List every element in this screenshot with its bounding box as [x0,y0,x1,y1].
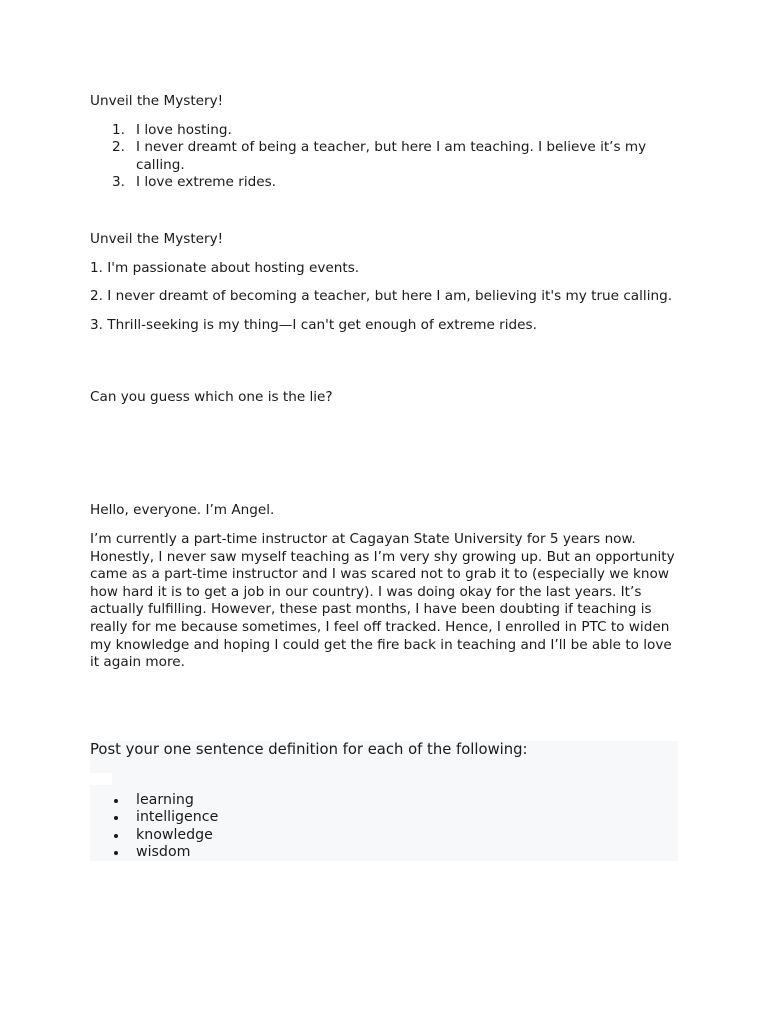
terms-list [90,792,678,861]
term-text: knowledge [136,826,213,843]
section-2-line: 2. I never dreamt of becoming a teacher, but here I am, believing it's my true calling. [90,288,673,305]
term-text: learning [136,792,194,808]
bullet-icon [114,816,118,820]
list-item [90,827,678,844]
list-item-text: I love hosting. [136,121,232,138]
bullet-icon [114,851,118,855]
section-1-heading: Unveil the Mystery! [90,93,224,109]
bullet-icon [114,799,118,803]
bullet-icon [114,834,118,838]
list-item-text: I love extreme rides. [136,174,276,191]
list-item-number: 1. [112,121,125,138]
list-item [90,792,678,809]
section-2-line: 1. I'm passionate about hosting events. [90,259,360,276]
prompt-text: Post your one sentence definition for each of the following: [90,741,528,758]
intro-paragraph: I’m currently a part-time instructor at Cagayan State University for 5 years now. Honestly, I never saw myself teaching as I’m very shy growing up. But an opportunity came as a part-time instructor and I was scared not to grab it to (especially we know how hard it is to get a job in our country). I was doing okay for the last years. It’s actually fulfilling. However, these past months, I have been doubting if teaching is really for me because sometimes, I feel off tracked. Hence, I enrolled in PTC to widen my knowledge and hoping I could get the fire back in teaching and I’ll be able to love it again more. [90,531,675,671]
lie-question: Can you guess which one is the lie? [90,389,333,405]
list-item [90,174,678,192]
list-item [90,139,678,174]
list-item-number: 2. [112,139,125,156]
term-text: intelligence [136,809,219,826]
list-item [90,122,678,140]
prompt-box [90,741,678,861]
section-2-heading: Unveil the Mystery! [90,231,224,247]
section-1 [90,93,678,192]
term-text: wisdom [136,843,191,860]
greeting: Hello, everyone. I’m Angel. [90,502,275,518]
section-2-line: 3. Thrill-seeking is my thing—I can't get enough of extreme rides. [90,316,537,333]
section-2 [90,231,678,334]
section-1-list [90,122,678,192]
list-item-text: I never dreamt of being a teacher, but here I am teaching. I believe it’s my calling. [136,139,647,173]
list-item [90,844,678,861]
list-item [90,809,678,826]
list-item-number: 3. [112,174,125,191]
